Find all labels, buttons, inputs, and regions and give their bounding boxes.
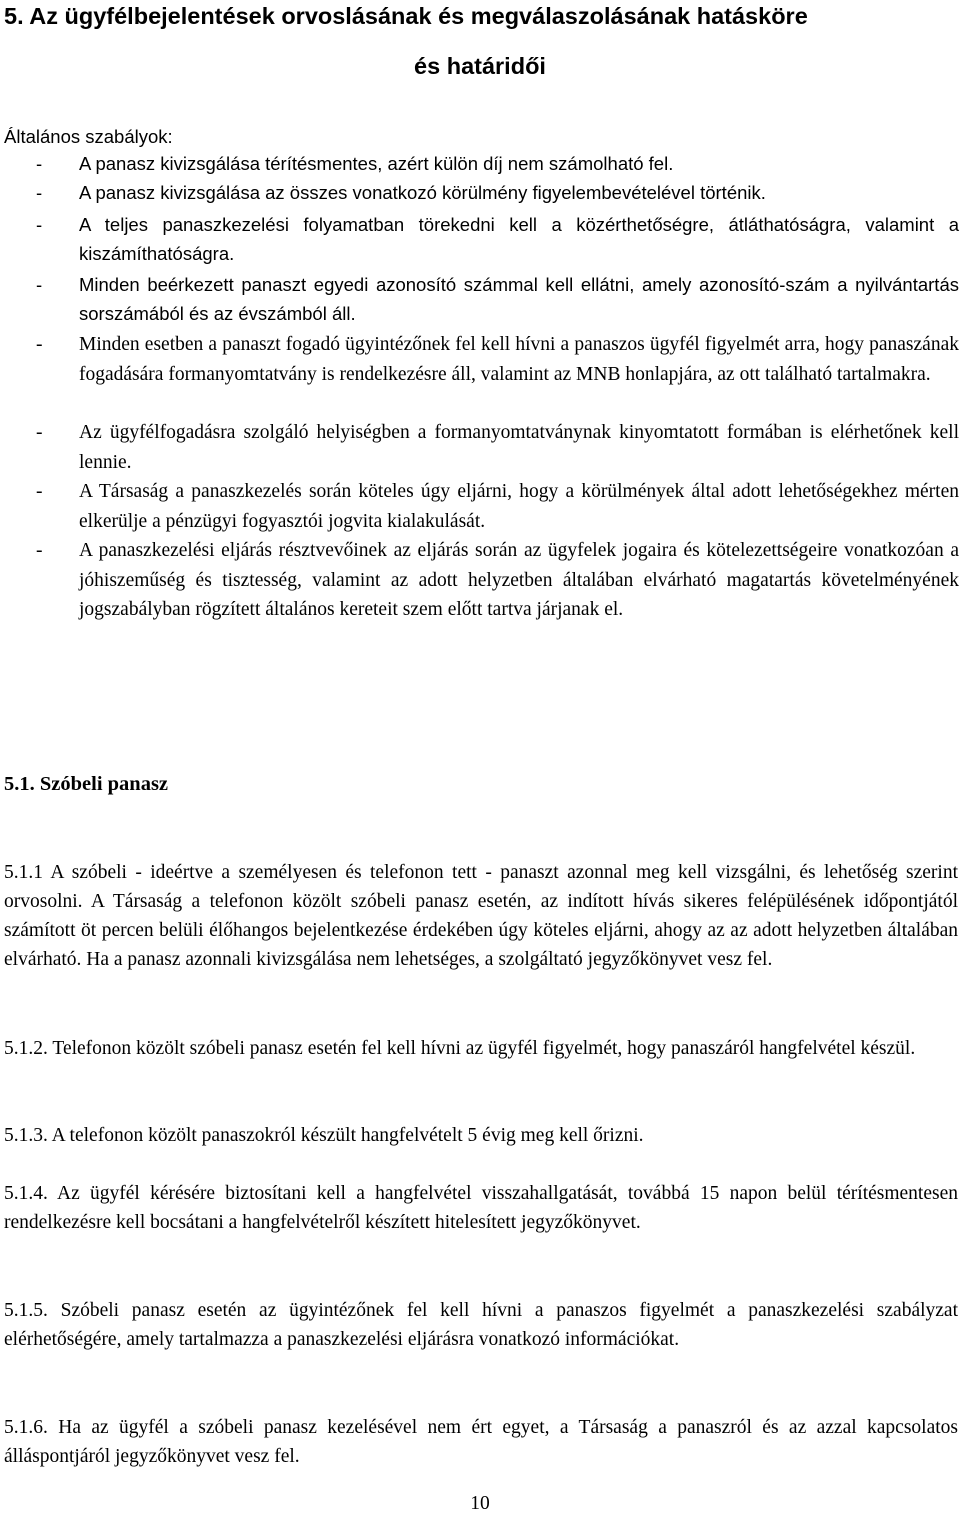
list-dash: - — [36, 214, 43, 235]
page-heading-line1: 5. Az ügyfélbejelentések orvoslásának és megválaszolásának hatásköre — [4, 3, 808, 29]
paragraph-5-1-1: 5.1.1 A szóbeli - ideértve a személyesen és telefonon tett - panaszt azonnal meg kell vizsgálni, és lehetőség szerint orvosolni. A Társaság a telefonon közölt szóbeli panasz esetén, az indított hívás sikeres felépülésének időpontjától számított öt percen belüli élőhangos bejelentkezése érdekében úgy köteles eljárni, ahogy az az adott helyzetben általában elvárható. Ha a panasz azonnali kivizsgálása nem lehetséges, a szolgáltató jegyzőkönyvet vesz fel. — [4, 862, 958, 970]
list-dash: - — [36, 540, 43, 561]
list-dash: - — [36, 274, 43, 295]
general-rules-title: Általános szabályok: — [4, 126, 173, 147]
paragraph-5-1-5: 5.1.5. Szóbeli panasz esetén az ügyintézőnek fel kell hívni a panaszos figyelmét a panaszkezelési szabályzat elérhetőségére, amely tartalmazza a panaszkezelési eljárásra vonatkozó információkat. — [4, 1300, 958, 1350]
page-heading-line2: és határidői — [414, 53, 546, 79]
list-dash: - — [36, 182, 43, 203]
list-item-text: A panasz kivizsgálása térítésmentes, azért külön díj nem számolható fel. — [79, 153, 674, 174]
list-item-text: Minden esetben a panaszt fogadó ügyintézőnek fel kell hívni a panaszos ügyfél figyelmét arra, hogy panaszának fogadására formanyomtatvány is rendelkezésre áll, valamint az MNB honlapjára, az ott található tartalmakra. — [79, 334, 959, 385]
list-dash: - — [36, 334, 43, 355]
list-item-text: Minden beérkezett panaszt egyedi azonosító számmal kell ellátni, amely azonosító-szám a nyilvántartás sorszámából és az évszámból áll. — [79, 274, 959, 324]
list-item-text: A panaszkezelési eljárás résztvevőinek az eljárás során az ügyfelek jogaira és kötelezettségeire vonatkozóan a jóhiszeműség és tisztesség, valamint az adott helyzetben általában elvárható magatartás követelményének jogszabályban rögzített általános kereteit szem előtt tartva járjanak el. — [79, 540, 959, 620]
list-dash: - — [36, 153, 43, 174]
list-item-text: A panasz kivizsgálása az összes vonatkozó körülmény figyelembevételével történik. — [79, 182, 766, 203]
paragraph-5-1-4: 5.1.4. Az ügyfél kérésére biztosítani kell a hangfelvétel visszahallgatását, továbbá 15 napon belül térítésmentesen rendelkezésre kell bocsátani a hangfelvételről készített hitelesített jegyzőkönyvet. — [4, 1183, 958, 1233]
paragraph-5-1-2: 5.1.2. Telefonon közölt szóbeli panasz esetén fel kell hívni az ügyfél figyelmét, hogy panaszáról hangfelvétel készül. — [4, 1038, 916, 1059]
page-number: 10 — [470, 1493, 490, 1514]
list-item-text: A teljes panaszkezelési folyamatban törekedni kell a közérthetőségre, átláthatóságra, valamint a kiszámíthatóságra. — [79, 214, 959, 264]
paragraph-5-1-6: 5.1.6. Ha az ügyfél a szóbeli panasz kezelésével nem ért egyet, a Társaság a panaszról és az azzal kapcsolatos álláspontjáról jegyzőkönyvet vesz fel. — [4, 1417, 958, 1467]
paragraph-5-1-3: 5.1.3. A telefonon közölt panaszokról készült hangfelvételt 5 évig meg kell őrizni. — [4, 1125, 644, 1146]
section-title: 5.1. Szóbeli panasz — [4, 773, 169, 795]
list-dash: - — [36, 481, 43, 502]
list-item-text: Az ügyfélfogadásra szolgáló helyiségben a formanyomtatványnak kinyomtatott formában is elérhetőnek kell lennie. — [79, 422, 959, 473]
list-item-text: A Társaság a panaszkezelés során köteles úgy eljárni, hogy a körülmények által adott lehetőségekhez mérten elkerülje a pénzügyi fogyasztói jogvita kialakulását. — [79, 481, 959, 532]
list-dash: - — [36, 422, 43, 443]
